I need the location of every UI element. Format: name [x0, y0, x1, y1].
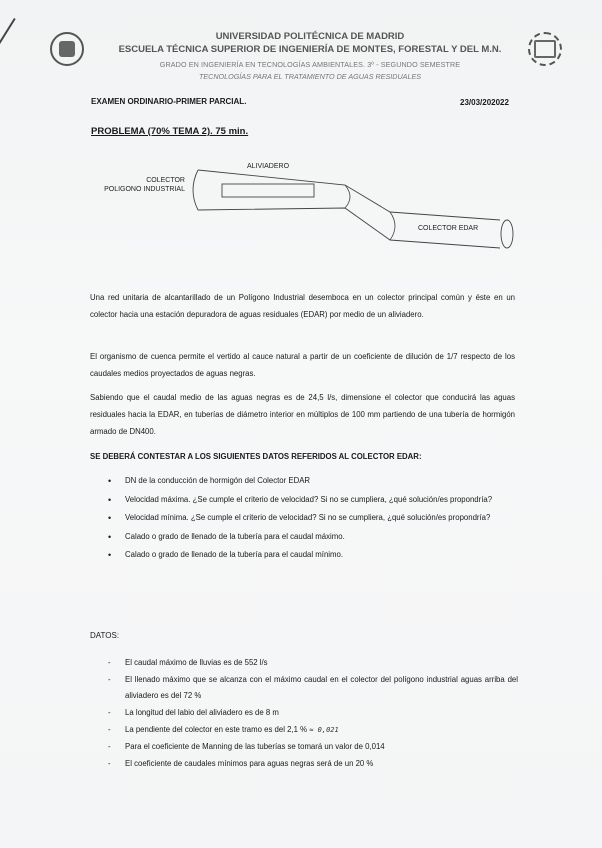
dash-icon: -: [108, 708, 111, 717]
problem-heading: PROBLEMA (70% TEMA 2). 75 min.: [91, 126, 249, 137]
list-item: - La longitud del labio del aliviadero es de 8 m: [108, 705, 518, 721]
university-seal-icon: [50, 32, 84, 66]
list-item: • Calado o grado de llenado de la tubería para el caudal máximo.: [108, 529, 520, 546]
exam-date: 23/03/202022: [460, 98, 509, 107]
degree-line: GRADO EN INGENIERÍA EN TECNOLOGÍAS AMBIENTALES. 3º - SEGUNDO SEMESTRE: [159, 60, 461, 69]
exam-title: EXAMEN ORDINARIO-PRIMER PARCIAL.: [91, 97, 247, 106]
list-item: - El caudal máximo de lluvias es de 552 l/s: [108, 655, 518, 671]
edar-joint: [390, 212, 395, 240]
collector-top-edge: [198, 170, 500, 220]
list-item: - Para el coeficiente de Manning de las tuberías se tomará un valor de 0,014: [108, 739, 518, 755]
data-heading: DATOS:: [90, 631, 120, 640]
list-item: - El coeficiente de caudales mínimos para aguas negras será de un 20 %: [108, 756, 518, 772]
school-crest-icon: [528, 32, 562, 66]
dash-icon: -: [108, 658, 111, 667]
edar-pipe-outlet: [501, 220, 513, 248]
course-name: TECNOLOGÍAS PARA EL TRATAMIENTO DE AGUAS RESIDUALES: [198, 72, 422, 81]
dash-icon: -: [108, 742, 111, 751]
paragraph-task: Sabiendo que el caudal medio de las aguas negras es de 24,5 l/s, dimensione el colector que conducirá las aguas residuales hacia la EDAR, en tuberías de diámetro interior en múltiplos de 100 mm partiendo de una tubería de hormigón armado de DN400.: [90, 393, 515, 436]
label-poligono-industrial: POLIGONO INDUSTRIAL: [104, 186, 185, 193]
bullet-icon: •: [108, 531, 112, 542]
list-item: • DN de la conducción de hormigón del Colector EDAR: [108, 473, 520, 490]
requirements-heading: SE DEBERÁ CONTESTAR A LOS SIGUIENTES DATOS REFERIDOS AL COLECTOR EDAR:: [90, 452, 422, 461]
list-item: • Velocidad mínima. ¿Se cumple el criterio de velocidad? Si no se cumpliera, ¿qué solución/es propondría?: [108, 510, 520, 527]
data-list: [108, 655, 518, 773]
bullet-icon: •: [108, 494, 112, 505]
bullet-icon: •: [108, 476, 112, 486]
university-name: UNIVERSIDAD POLITÉCNICA DE MADRID: [215, 31, 405, 42]
label-colector-edar: COLECTOR EDAR: [418, 225, 479, 232]
requirements-list: [108, 473, 520, 566]
dash-icon: -: [108, 725, 111, 734]
paragraph-intro: Una red unitaria de alcantarillado de un Polígono Industrial desemboca en un colector principal común y éste en un colector hacia una estación depuradora de aguas residuales (EDAR) por medio de un aliviadero.: [90, 293, 515, 319]
list-item: • Calado o grado de llenado de la tubería para el caudal mínimo.: [108, 547, 520, 564]
list-item: • Velocidad máxima. ¿Se cumple el criterio de velocidad? Si no se cumpliera, ¿qué solución/es propondría?: [108, 492, 520, 509]
bullet-icon: •: [108, 550, 112, 560]
dash-icon: -: [108, 675, 111, 684]
handwritten-note: ≈ 0,021: [309, 726, 339, 734]
sewer-diagram: [80, 150, 525, 260]
dash-icon: -: [108, 759, 111, 768]
collector-joint: [345, 185, 350, 208]
pen-mark: [0, 18, 16, 68]
list-item: - El llenado máximo que se alcanza con el máximo caudal en el colector del polígono industrial aguas arriba del aliviadero es del 72 %: [108, 672, 518, 704]
bullet-icon: •: [108, 513, 112, 523]
school-name: ESCUELA TÉCNICA SUPERIOR DE INGENIERÍA DE MONTES, FORESTAL Y DEL M.N.: [118, 44, 502, 55]
list-item: - La pendiente del colector en este tramo es del 2,1 % ≈ 0,021: [108, 722, 518, 738]
collector-inlet: [193, 170, 198, 210]
label-aliviadero: ALIVIADERO: [247, 163, 290, 170]
label-colector: COLECTOR: [146, 177, 185, 184]
aliviadero-weir: [222, 184, 314, 197]
paragraph-dilution: El organismo de cuenca permite el vertido al cauce natural a partir de un coeficiente de dilución de 1/7 respecto de los caudales medios proyectados de aguas negras.: [90, 352, 515, 378]
